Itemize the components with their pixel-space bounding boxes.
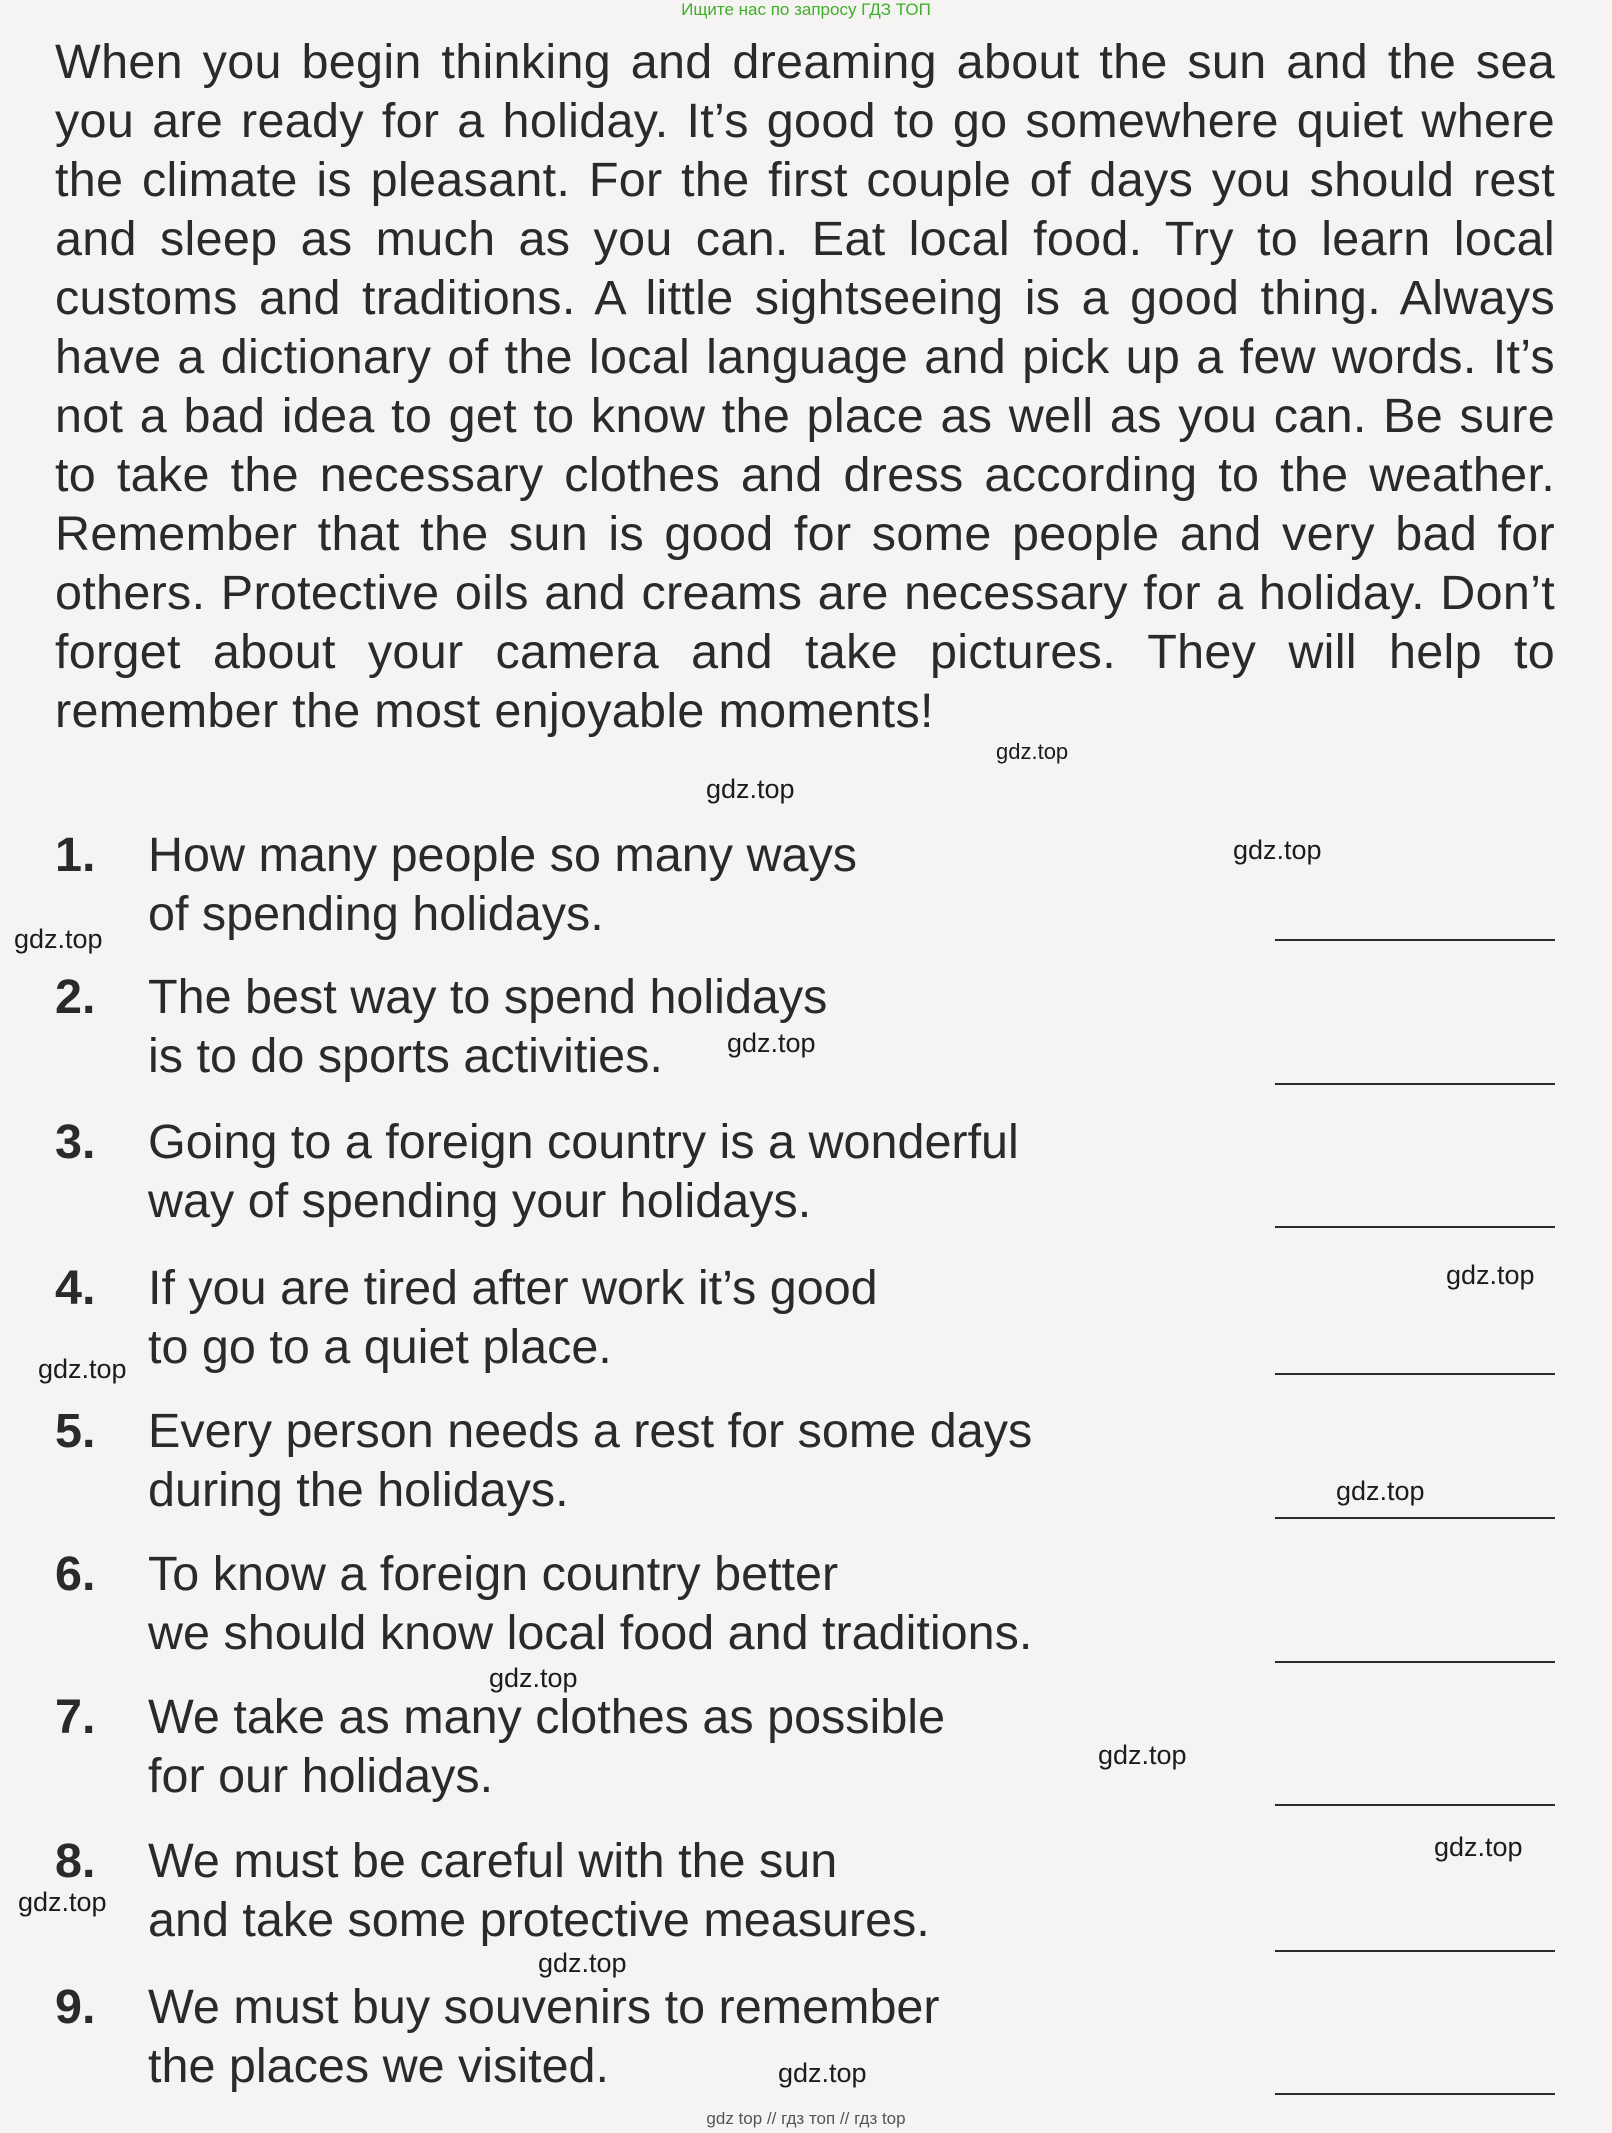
statement-text: We must buy souvenirs to remember the places we visited. bbox=[148, 1980, 940, 2093]
bottom-banner[interactable]: gdz top // гдз топ // гдз top bbox=[706, 2109, 906, 2128]
statement-text: We take as many clothes as possible for our holidays. bbox=[148, 1690, 946, 1803]
statement-text: Every person needs a rest for some days during the holidays. bbox=[148, 1404, 1033, 1517]
answer-line[interactable] bbox=[1275, 1226, 1555, 1228]
watermark: gdz.top bbox=[1336, 1476, 1425, 1506]
statement-3 bbox=[55, 1113, 1555, 1231]
watermark: gdz.top bbox=[538, 1948, 627, 1978]
statement-number: 5. bbox=[55, 1404, 96, 1458]
watermark: gdz.top bbox=[18, 1887, 107, 1917]
answer-line[interactable] bbox=[1275, 1804, 1555, 1806]
watermark: gdz.top bbox=[1233, 835, 1322, 865]
watermark: gdz.top bbox=[38, 1354, 127, 1384]
watermark: gdz.top bbox=[14, 924, 103, 954]
statement-text: How many people so many ways of spending holidays. bbox=[148, 828, 857, 941]
statement-text: We must be careful with the sun and take some protective measures. bbox=[148, 1834, 930, 1947]
watermark: gdz.top bbox=[1434, 1832, 1523, 1862]
watermark: gdz.top bbox=[706, 774, 795, 804]
statement-text: Going to a foreign country is a wonderful way of spending your holidays. bbox=[148, 1115, 1019, 1228]
statement-text: If you are tired after work it’s good to go to a quiet place. bbox=[148, 1261, 878, 1374]
answer-line[interactable] bbox=[1275, 1950, 1555, 1952]
reading-text: When you begin thinking and dreaming about the sun and the sea you are ready for a holiday. It’s good to go somewhere quiet where the climate is pleasant. For the first couple of days you should rest and sleep as much as you can. Eat local food. Try to learn local customs and traditions. A little sightseeing is a good thing. Always have a dictionary of the local language and pick up a few words. It’s not a bad idea to get to know the place as well as you can. Be sure to take the necessary clothes and dress according to the weather. Remember that the sun is good for some people and very bad for others. Protective oils and creams are necessary for a holiday. Don’t forget about your camera and take pictures. They will help to remember the most enjoyable moments! bbox=[55, 35, 1555, 738]
statement-7 bbox=[55, 1688, 1555, 1806]
statement-6 bbox=[55, 1545, 1555, 1663]
statement-number: 2. bbox=[55, 970, 96, 1024]
watermark: gdz.top bbox=[996, 739, 1069, 764]
statement-1 bbox=[55, 826, 1555, 944]
watermark: gdz.top bbox=[1446, 1260, 1535, 1290]
statement-text: To know a foreign country better we should know local food and traditions. bbox=[148, 1547, 1033, 1660]
answer-line[interactable] bbox=[1275, 1517, 1555, 1519]
statement-number: 6. bbox=[55, 1547, 96, 1601]
statement-number: 1. bbox=[55, 828, 96, 882]
statement-text: The best way to spend holidays is to do sports activities. bbox=[148, 970, 828, 1083]
statement-4 bbox=[55, 1259, 1555, 1377]
watermark: gdz.top bbox=[489, 1663, 578, 1693]
answer-line[interactable] bbox=[1275, 1083, 1555, 1085]
watermark: gdz.top bbox=[1098, 1740, 1187, 1770]
statement-number: 7. bbox=[55, 1690, 96, 1744]
watermark: gdz.top bbox=[778, 2058, 867, 2088]
answer-line[interactable] bbox=[1275, 1661, 1555, 1663]
answer-line[interactable] bbox=[1275, 939, 1555, 941]
statement-number: 3. bbox=[55, 1115, 96, 1169]
statement-2 bbox=[55, 968, 1555, 1086]
statement-number: 9. bbox=[55, 1980, 96, 2034]
statement-number: 8. bbox=[55, 1834, 96, 1888]
answer-line[interactable] bbox=[1275, 1373, 1555, 1375]
watermark: gdz.top bbox=[727, 1028, 816, 1058]
statement-number: 4. bbox=[55, 1261, 96, 1315]
top-banner[interactable]: Ищите нас по запросу ГДЗ ТОП bbox=[681, 0, 931, 19]
answer-line[interactable] bbox=[1275, 2093, 1555, 2095]
statement-5 bbox=[55, 1402, 1555, 1520]
statement-8 bbox=[55, 1832, 1555, 1950]
